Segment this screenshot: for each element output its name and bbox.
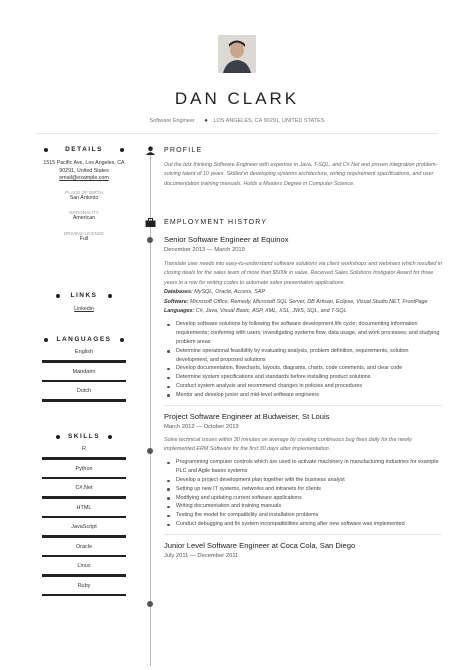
skill-level-bar bbox=[42, 516, 126, 519]
job-divider bbox=[164, 534, 442, 535]
languages-section bbox=[36, 336, 132, 402]
bullet-item: Programming computer controls which are used to activate machinery in manufacturing industries for example PLC and Agile bases systems bbox=[164, 458, 442, 476]
bullet-icon bbox=[56, 435, 60, 439]
bullet-item: Testing the model for compatibility and installation problems bbox=[164, 511, 442, 520]
timeline-dot bbox=[147, 601, 153, 607]
skill-level-fill bbox=[42, 380, 126, 383]
job-summary: Solve technical issues within 30 minutes on average by creating continuous bug fixes daily for the newly implemented ERM Software for the first 30 days after implementation. bbox=[164, 436, 412, 453]
linkedin-link[interactable]: Linkedin bbox=[74, 306, 94, 312]
bullet-icon bbox=[108, 294, 112, 298]
bullet-icon bbox=[44, 338, 48, 342]
skill-level-fill bbox=[42, 594, 126, 597]
bullet-item: Determine system specifications and standards before installing product solutions bbox=[164, 373, 442, 382]
skill-level-fill bbox=[42, 516, 126, 519]
job-databases: Databases: MySQL, Oracle, Access, SAP bbox=[164, 289, 266, 296]
skill-name: Linux bbox=[77, 563, 91, 569]
bullet-item: Develop documentation, flowcharts, layouts, diagrams, charts, code comments, and clear code bbox=[164, 364, 442, 373]
bullet-item: Develop software solutions by following the software development life cycle; documenting information requirements; conferring with users; investigating systems flow, data usage, and work processes; and studying problem areas bbox=[164, 320, 442, 346]
job-languages: Languages: C#, Java, Visual Basic, ASP, XML, XSL, JWS, SQL, and T-SQL bbox=[164, 308, 347, 315]
links-title: LINKS bbox=[36, 292, 132, 299]
skill-level-fill bbox=[42, 477, 126, 480]
employment-title: EMPLOYMENT HISTORY bbox=[164, 219, 268, 226]
skill-level-bar bbox=[42, 360, 126, 363]
email-link[interactable]: email@example.com bbox=[59, 175, 109, 181]
languages-list bbox=[36, 349, 132, 402]
skill-level-bar bbox=[42, 535, 126, 538]
skill-level-bar bbox=[42, 380, 126, 383]
bullet-item: Mentor and develop junior and mid-level software engineers bbox=[164, 391, 442, 400]
skill-level-bar bbox=[42, 555, 126, 558]
nationality-label: NATIONALITY bbox=[69, 210, 99, 215]
profile-title: PROFILE bbox=[164, 147, 203, 154]
bullet-item: Modifying and updating current software applications bbox=[164, 494, 442, 503]
address-line-1: 1515 Pacific Ave, Los Angeles, CA bbox=[43, 160, 125, 166]
bullet-icon bbox=[120, 338, 124, 342]
person-photo-icon bbox=[218, 35, 256, 73]
job-title: Senior Software Engineer at Equinox bbox=[164, 235, 289, 244]
skill-name: HTML bbox=[76, 504, 92, 511]
details-section bbox=[36, 146, 132, 243]
skill-name: Oracle bbox=[75, 543, 93, 550]
bullet-icon bbox=[56, 294, 60, 298]
timeline-dot bbox=[147, 448, 153, 454]
skill-level-bar bbox=[42, 496, 126, 499]
skill-name: JavaScript bbox=[71, 524, 97, 530]
job-dates: March 2012 — October 2013 bbox=[164, 423, 239, 430]
bullet-item: Writing documentation and training manuals bbox=[164, 502, 442, 511]
license-value: Full bbox=[79, 235, 89, 242]
skill-level-fill bbox=[42, 399, 126, 402]
job-dates: July 2011 — December 2011 bbox=[164, 552, 239, 559]
address-line-2: 90291, United States bbox=[59, 167, 109, 174]
bullet-icon bbox=[44, 148, 48, 152]
skill-name: C#.Net bbox=[75, 485, 93, 491]
employment-section bbox=[164, 219, 442, 559]
bullet-item: Setting up new IT systems, networks and intranets for clients bbox=[164, 485, 442, 494]
skill-level-fill bbox=[42, 457, 126, 460]
bullet-item: Conduct system analysis and recommend changes in policies and procedures bbox=[164, 382, 442, 391]
skill-name: Ruby bbox=[77, 582, 91, 589]
job-entry bbox=[164, 235, 442, 400]
languages-title: LANGUAGES bbox=[36, 336, 132, 343]
skill-name: Dutch bbox=[76, 388, 92, 394]
birth-label: PLACE OF BIRTH bbox=[65, 189, 103, 195]
skill-level-fill bbox=[42, 360, 126, 363]
profile-photo bbox=[218, 35, 256, 73]
job-dates: December 2013 — March 2019 bbox=[164, 247, 245, 253]
job-software: Software: Microsoft Office, Remedy, Microsoft SQL Server, DB Artisan, Eclipse, Visual Studio.NET, FrontPage bbox=[164, 298, 428, 305]
skill-name: Mandarin bbox=[72, 368, 96, 375]
nationality-value: American bbox=[72, 215, 96, 221]
skills-title: SKILLS bbox=[36, 433, 132, 440]
skill-level-fill bbox=[42, 496, 126, 499]
candidate-name: DAN CLARK bbox=[174, 89, 300, 108]
timeline-dot bbox=[147, 237, 153, 243]
skill-name: Python bbox=[75, 465, 93, 472]
bullet-icon bbox=[108, 435, 112, 439]
license-label: DRIVING LICENSE bbox=[63, 230, 105, 236]
profile-text: Out the box thinking Software Engineer with expertise in Java, T-SQL, and C#.Net and proven integration problem-solving talent of 10 years. Skilled in developing systems architecture, writing requirement specifications, and user documentation training manuals. Holds a Masters Degree in Computer Science. bbox=[164, 162, 438, 187]
profile-section bbox=[164, 147, 442, 189]
header-divider bbox=[36, 133, 438, 134]
skill-name: R bbox=[82, 446, 86, 452]
skill-level-fill bbox=[42, 555, 126, 558]
skill-level-fill bbox=[42, 535, 126, 538]
job-entry bbox=[164, 541, 442, 559]
skills-list bbox=[36, 446, 132, 596]
profile-icon bbox=[145, 146, 156, 155]
skill-name: English bbox=[74, 349, 94, 355]
job-title: Junior Level Software Engineer at Coca Cola, San Diego bbox=[164, 540, 356, 550]
location-pin-icon: ● bbox=[204, 118, 208, 124]
bullet-item: Determine operational feasibility by evaluating analysis, problem definition, requirements, solution development, and proposed solutions bbox=[164, 347, 442, 365]
skill-level-bar bbox=[42, 594, 126, 597]
details-title: DETAILS bbox=[36, 146, 132, 153]
skills-section bbox=[36, 433, 132, 596]
job-bullets bbox=[164, 458, 442, 528]
skill-level-bar bbox=[42, 457, 126, 460]
skill-level-fill bbox=[42, 574, 126, 577]
bullet-item: Develop a project development plan together with the business analyst bbox=[164, 476, 442, 485]
skill-level-bar bbox=[42, 574, 126, 577]
job-title: Project Software Engineer at Budweiser, St Louis bbox=[164, 411, 330, 421]
header-job-title: Software Engineer bbox=[149, 118, 195, 124]
job-bullets bbox=[164, 320, 442, 399]
job-entry bbox=[164, 412, 442, 529]
bullet-item: Conduct debugging and fix system incompatibilities arising after new software was implemented bbox=[164, 520, 442, 529]
skill-level-bar bbox=[42, 399, 126, 402]
bullet-icon bbox=[120, 148, 124, 152]
briefcase-icon bbox=[145, 218, 156, 227]
header-subline bbox=[0, 118, 474, 124]
skill-level-bar bbox=[42, 477, 126, 480]
links-section bbox=[36, 292, 132, 314]
birth-value: San Antonio bbox=[69, 194, 99, 201]
job-divider bbox=[164, 405, 442, 406]
header-location: LOS ANGELES, CA 90291, UNITED STATES bbox=[213, 118, 325, 124]
job-summary: Translate user needs into easy-to-understand software solutions via client workshops and webinars which resulted in closing deals for the sales team of more than $500k in value. Received Sales Solutions Instigator Award for three years in a row for writing codes to automate sales presentation applications. bbox=[164, 261, 442, 286]
